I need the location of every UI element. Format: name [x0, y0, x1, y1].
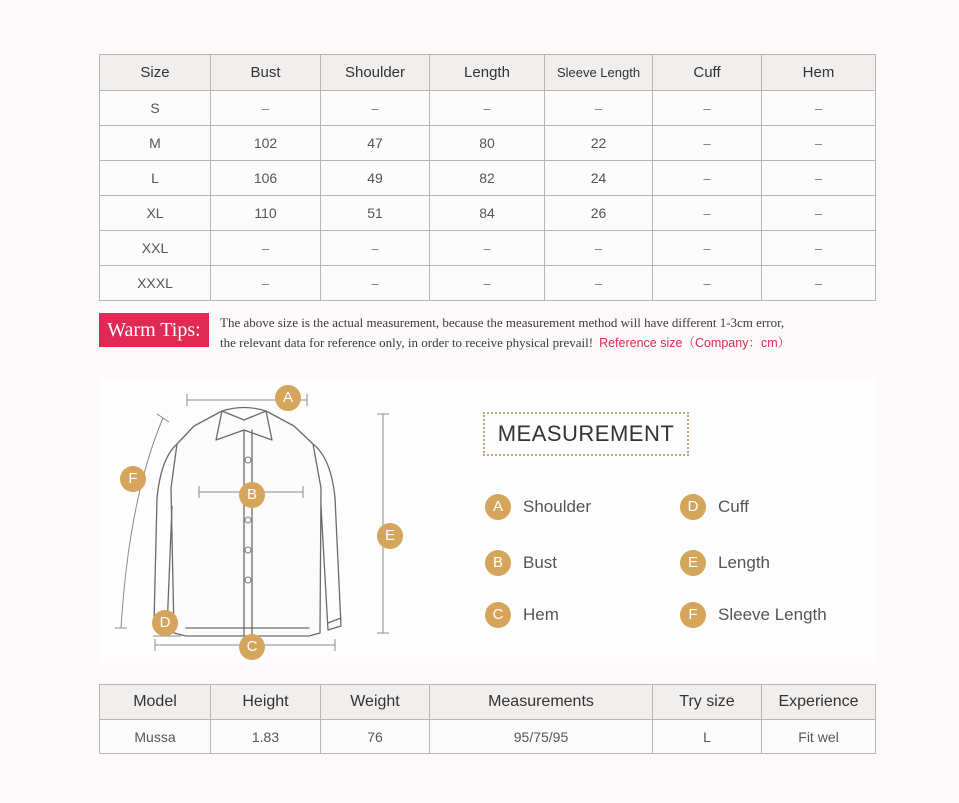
legend-label-cuff: Cuff	[718, 497, 749, 516]
table-cell: –	[430, 231, 545, 266]
table-cell: –	[653, 126, 762, 161]
diagram-marker-d: D	[152, 610, 178, 636]
legend-label-shoulder: Shoulder	[523, 497, 592, 516]
table-cell: 49	[321, 161, 430, 196]
legend-label-length: Length	[718, 553, 770, 572]
table-cell: –	[762, 266, 876, 301]
size-header-sleeve-length: Sleeve Length	[545, 55, 653, 91]
table-row	[100, 126, 876, 161]
model-experience-cell: Fit wel	[762, 720, 876, 754]
diagram-marker-f: F	[120, 466, 146, 492]
size-header-length: Length	[430, 55, 545, 91]
diagram-marker-a: A	[275, 385, 301, 411]
shirt-outline-illustration	[99, 378, 399, 663]
table-cell: 22	[545, 126, 653, 161]
table-cell: –	[321, 91, 430, 126]
diagram-marker-b: B	[239, 482, 265, 508]
table-cell: –	[762, 126, 876, 161]
model-weight-cell: 76	[321, 720, 430, 754]
tips-line-1: The above size is the actual measurement, because the measurement method will have different 1-3cm error,	[220, 315, 785, 330]
model-header-measurements: Measurements	[430, 685, 653, 720]
warm-tips-badge: Warm Tips:	[99, 313, 209, 347]
table-row	[100, 231, 876, 266]
table-cell: –	[211, 91, 321, 126]
table-cell: S	[100, 91, 211, 126]
table-cell: –	[211, 266, 321, 301]
tips-line-2-wrap	[220, 333, 920, 353]
table-cell: 51	[321, 196, 430, 231]
model-name-cell: Mussa	[100, 720, 211, 754]
model-header-experience: Experience	[762, 685, 876, 720]
reference-size-note: Reference size（Company：cm）	[599, 336, 791, 350]
legend-letter-c: C	[485, 602, 511, 628]
table-cell: –	[653, 196, 762, 231]
legend-item-bust	[485, 550, 557, 576]
diagram-marker-c: C	[239, 634, 265, 660]
size-header-shoulder: Shoulder	[321, 55, 430, 91]
model-header-weight: Weight	[321, 685, 430, 720]
table-cell: –	[762, 91, 876, 126]
table-cell: –	[545, 266, 653, 301]
table-cell: –	[430, 91, 545, 126]
model-header-height: Height	[211, 685, 321, 720]
table-row	[100, 196, 876, 231]
model-header-model: Model	[100, 685, 211, 720]
table-row	[100, 91, 876, 126]
table-cell: –	[430, 266, 545, 301]
table-cell: XXXL	[100, 266, 211, 301]
table-cell: 24	[545, 161, 653, 196]
table-cell: 84	[430, 196, 545, 231]
table-cell: 102	[211, 126, 321, 161]
table-cell: –	[321, 266, 430, 301]
table-cell: L	[100, 161, 211, 196]
table-cell: –	[211, 231, 321, 266]
table-cell: XXL	[100, 231, 211, 266]
table-cell: 106	[211, 161, 321, 196]
table-cell: –	[545, 231, 653, 266]
legend-letter-a: A	[485, 494, 511, 520]
table-cell: –	[653, 231, 762, 266]
table-row	[100, 161, 876, 196]
warm-tips-text	[220, 313, 920, 353]
model-table-header-row	[100, 685, 876, 720]
table-cell: 82	[430, 161, 545, 196]
model-try-size-cell: L	[653, 720, 762, 754]
legend-item-shoulder	[485, 494, 591, 520]
legend-letter-f: F	[680, 602, 706, 628]
table-row	[100, 266, 876, 301]
diagram-marker-e: E	[377, 523, 403, 549]
model-measurements-cell: 95/75/95	[430, 720, 653, 754]
model-header-try-size: Try size	[653, 685, 762, 720]
table-cell: –	[762, 196, 876, 231]
legend-item-length	[680, 550, 770, 576]
size-header-hem: Hem	[762, 55, 876, 91]
table-cell: –	[762, 161, 876, 196]
legend-item-sleeve-length	[680, 602, 827, 628]
size-header-size: Size	[100, 55, 211, 91]
size-header-bust: Bust	[211, 55, 321, 91]
model-height-cell: 1.83	[211, 720, 321, 754]
measurement-title: MEASUREMENT	[483, 412, 689, 456]
table-cell: –	[545, 91, 653, 126]
size-header-cuff: Cuff	[653, 55, 762, 91]
table-cell: 80	[430, 126, 545, 161]
table-cell: –	[653, 266, 762, 301]
legend-label-bust: Bust	[523, 553, 558, 572]
tips-line-2: the relevant data for reference only, in order to receive physical prevail!	[220, 335, 594, 350]
table-cell: –	[653, 91, 762, 126]
table-cell: M	[100, 126, 211, 161]
size-chart-table	[99, 54, 876, 301]
size-table-header-row	[100, 55, 876, 91]
legend-label-sleeve-length: Sleeve Length	[718, 605, 827, 624]
legend-item-cuff	[680, 494, 749, 520]
table-cell: 47	[321, 126, 430, 161]
table-cell: XL	[100, 196, 211, 231]
legend-item-hem	[485, 602, 559, 628]
legend-letter-d: D	[680, 494, 706, 520]
table-cell: –	[321, 231, 430, 266]
legend-label-hem: Hem	[523, 605, 559, 624]
model-info-table	[99, 684, 876, 754]
table-cell: 110	[211, 196, 321, 231]
table-row	[100, 720, 876, 754]
legend-letter-b: B	[485, 550, 511, 576]
table-cell: –	[653, 161, 762, 196]
table-cell: –	[762, 231, 876, 266]
table-cell: 26	[545, 196, 653, 231]
legend-letter-e: E	[680, 550, 706, 576]
measurement-diagram-panel	[99, 378, 875, 663]
